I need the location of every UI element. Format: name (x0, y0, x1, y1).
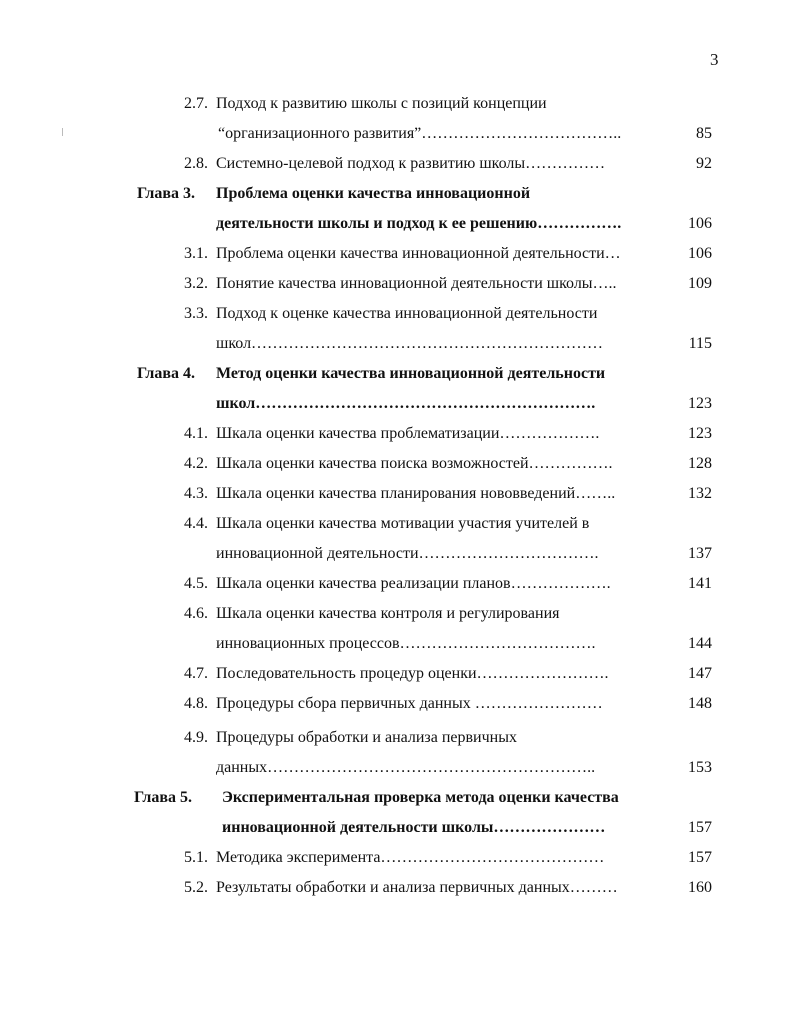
section-number: 4.1. (184, 425, 208, 442)
page-number: 3 (710, 50, 719, 69)
page-ref: 157 (688, 849, 712, 866)
section-title: Последовательность процедур оценки……………………. (216, 665, 609, 682)
section-number: 4.4. (184, 515, 208, 532)
page-ref: 85 (696, 125, 712, 142)
section-title: Подход к оценке качества инновационной деятельности (216, 305, 598, 322)
section-title: инновационной деятельности……………………………. (216, 545, 599, 562)
page-ref: 115 (688, 335, 712, 352)
section-number: 4.2. (184, 455, 208, 472)
page-ref: 106 (688, 245, 712, 262)
page-ref: 160 (688, 879, 712, 896)
section-title: “организационного развития”……………………………….. (218, 125, 622, 142)
section-number: 4.7. (184, 665, 208, 682)
section-title: Процедуры сбора первичных данных …………………… (216, 695, 603, 712)
section-title: Методика эксперимента…………………………………… (216, 849, 605, 866)
page-ref: 157 (688, 819, 712, 836)
section-title: Шкала оценки качества планирования нововведений…….. (216, 485, 616, 502)
section-title: инновационных процессов………………………………. (216, 635, 596, 652)
page-ref: 147 (688, 665, 712, 682)
section-title: Шкала оценки качества контроля и регулирования (216, 605, 560, 622)
section-number: 3.2. (184, 275, 208, 292)
section-number: 4.5. (184, 575, 208, 592)
section-title: Понятие качества инновационной деятельности школы….. (216, 275, 617, 292)
chapter-label: Глава 4. (137, 365, 195, 382)
page-ref: 137 (688, 545, 712, 562)
section-number: 3.3. (184, 305, 208, 322)
chapter-title: Проблема оценки качества инновационной (216, 185, 531, 202)
chapter-title: деятельности школы и подход к ее решению……………. (216, 215, 622, 232)
section-title: данных…………………………………………………….. (216, 759, 596, 776)
page-ref: 132 (688, 485, 712, 502)
page-ref: 141 (688, 575, 712, 592)
section-number: 5.1. (184, 849, 208, 866)
section-title: Шкала оценки качества реализации планов………………. (216, 575, 611, 592)
section-number: 4.3. (184, 485, 208, 502)
section-title: Подход к развитию школы с позиций концепции (216, 95, 547, 112)
page-ref: 123 (688, 395, 712, 412)
section-title: Шкала оценки качества мотивации участия учителей в (216, 515, 590, 532)
section-title: школ………………………………………………………… (216, 335, 604, 352)
chapter-title: инновационной деятельности школы………………… (222, 819, 606, 836)
scan-mark (62, 128, 63, 136)
section-title: Системно-целевой подход к развитию школы…………… (216, 155, 606, 172)
section-title: Процедуры обработки и анализа первичных (216, 729, 517, 746)
section-number: 2.8. (184, 155, 208, 172)
page-ref: 153 (688, 759, 712, 776)
page-ref: 123 (688, 425, 712, 442)
chapter-label: Глава 5. (134, 789, 192, 806)
chapter-title: школ………………………………………………………. (216, 395, 596, 412)
section-number: 4.6. (184, 605, 208, 622)
page-ref: 148 (688, 695, 712, 712)
page-ref: 144 (688, 635, 712, 652)
page-ref: 128 (688, 455, 712, 472)
section-title: Шкала оценки качества поиска возможностей……………. (216, 455, 613, 472)
page-ref: 106 (688, 215, 712, 232)
page-ref: 92 (696, 155, 712, 172)
chapter-title: Экспериментальная проверка метода оценки качества (222, 789, 619, 806)
page-ref: 109 (688, 275, 712, 292)
section-title: Шкала оценки качества проблематизации………………. (216, 425, 600, 442)
section-number: 3.1. (184, 245, 208, 262)
chapter-label: Глава 3. (137, 185, 195, 202)
chapter-title: Метод оценки качества инновационной деятельности (216, 365, 606, 382)
section-number: 5.2. (184, 879, 208, 896)
section-number: 2.7. (184, 95, 208, 112)
section-title: Проблема оценки качества инновационной деятельности… (216, 245, 621, 262)
section-number: 4.8. (184, 695, 208, 712)
section-number: 4.9. (184, 729, 208, 746)
section-title: Результаты обработки и анализа первичных данных……… (216, 879, 618, 896)
